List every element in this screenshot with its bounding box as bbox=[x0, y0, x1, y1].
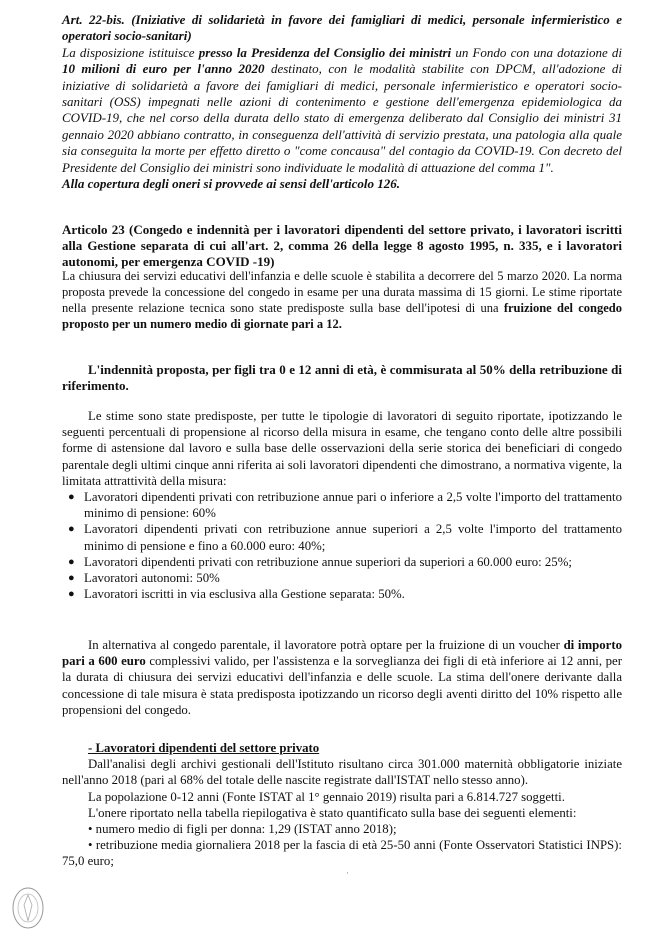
text-run-bold: fruizione del congedo proposto per un numero medio di giornate pari a 12. bbox=[62, 300, 622, 331]
indemnity-paragraph: L'indennità proposta, per figli tra 0 e 12 anni di età, è commisurata al 50% della retribuzione di riferimento. bbox=[62, 362, 622, 393]
list-item-text: Lavoratori dipendenti privati con retribuzione annue superiori da superiori a 60.000 euro: 25%; bbox=[84, 554, 572, 569]
text-run: complessivi valido, per l'assistenza e la sorveglianza dei figli di età inferiore ai 12 anni, per la durata di chiusura dei servizi educativi dell'infanzia e delle scuole. La stima dell'onere derivante dalla concessione di tale misura è stata predisposta ipotizzando un ricorso degli aventi diritto del 10% rispetto alle propensioni del congedo. bbox=[62, 654, 622, 717]
cost-basis-paragraph: L'onere riportato nella tabella riepilogativa è stato quantificato sulla base dei seguenti elementi: bbox=[88, 805, 577, 820]
text-run: In alternativa al congedo parentale, il lavoratore potrà optare per la fruizione di un voucher bbox=[88, 638, 564, 652]
list-item bbox=[62, 521, 622, 553]
article-23-body bbox=[62, 269, 622, 332]
article-23-title: Articolo 23 (Congedo e indennità per i lavoratori dipendenti del settore privato, i lavoratori iscritti alla Gestione separata di cui all'art. 2, comma 26 della legge 8 agosto 1995, n. 335, e i lavoratori autonomi, per emergenza COVID -19) bbox=[62, 222, 622, 269]
list-item bbox=[62, 586, 622, 602]
text-run-bold: 10 milioni di euro per l'anno 2020 bbox=[62, 61, 265, 77]
list-item-text: Lavoratori dipendenti privati con retribuzione annue pari o inferiore a 2,5 volte l'importo del trattamento minimo di pensione: 60% bbox=[84, 490, 622, 521]
scan-mark: · bbox=[346, 868, 349, 878]
bullet-icon: ● bbox=[68, 588, 75, 601]
article-22-bis-coverage: Alla copertura degli oneri si provvede ai sensi dell'articolo 126. bbox=[62, 176, 400, 192]
private-workers-heading: - Lavoratori dipendenti del settore privato bbox=[88, 741, 320, 755]
voucher-paragraph bbox=[62, 637, 622, 718]
bullet-icon: ● bbox=[68, 491, 75, 504]
text-run: un Fondo con una dotazione di bbox=[451, 44, 622, 60]
estimates-intro: Le stime sono state predisposte, per tutte le tipologie di lavoratori di seguito riportate, ipotizzando le seguenti percentuali di propensione al ricorso della misura in esame, che tengano conto delle altre possibili forme di astensione dal lavoro e sulla base delle osservazioni della serie storica dei beneficiari di congedo parentale degli ultimi cinque anni riferita ai soli lavoratori dipendenti che dimostrano, a normativa vigente, la limitata attrattività della misura: bbox=[62, 409, 622, 488]
element-daily-wage: • retribuzione media giornaliera 2018 per la fascia di età 25-50 anni (Fonte Osservatori Statistici INPS): 75,0 euro; bbox=[62, 838, 622, 869]
article-22-bis-body bbox=[62, 45, 622, 176]
list-item-text: Lavoratori dipendenti privati con retribuzione annue superiori a 2,5 volte l'importo del trattamento minimo di pensione e fino a 60.000 euro: 40%; bbox=[84, 522, 622, 553]
text-run-bold: presso la Presidenza del Consiglio dei ministri bbox=[198, 44, 452, 60]
text-run: La chiusura dei servizi educativi dell'infanzia e delle scuole è stabilita a decorrere del 5 marzo 2020. La norma proposta prevede la concessione del congedo in esame per una durata massima di 15 giorni. Le stime riportate nella presente relazione tecnica sono state predisposte sulla base dell'ipotesi di una bbox=[62, 269, 622, 315]
population-paragraph: La popolazione 0-12 anni (Fonte ISTAT al 1° gennaio 2019) risulta pari a 6.814.727 soggetti. bbox=[88, 789, 565, 804]
maternity-paragraph: Dall'analisi degli archivi gestionali dell'Istituto risultano circa 301.000 maternità obbligatorie iniziate nell'anno 2018 (pari al 68% del totale delle nascite registrate dall'ISTAT nello stesso anno). bbox=[62, 757, 622, 788]
list-item-text: Lavoratori autonomi: 50% bbox=[84, 571, 220, 586]
bullet-icon: ● bbox=[68, 555, 75, 568]
article-23-section bbox=[62, 222, 622, 333]
article-22-bis-title: Art. 22-bis. (Iniziative di solidarietà in favore dei famigliari di medici, personale infermieristico e operatori socio-sanitari) bbox=[62, 12, 622, 44]
list-item bbox=[62, 489, 622, 521]
list-item bbox=[62, 570, 622, 586]
list-item-text: Lavoratori iscritti in via esclusiva alla Gestione separata: 50%. bbox=[84, 587, 405, 602]
text-run: La disposizione istituisce bbox=[62, 44, 199, 60]
text-run-bold: di importo pari a 600 euro bbox=[62, 638, 622, 669]
estimates-section bbox=[62, 408, 622, 602]
element-children-per-woman: • numero medio di figli per donna: 1,29 (ISTAT anno 2018); bbox=[88, 822, 397, 837]
private-workers-section bbox=[62, 740, 622, 870]
emblem-seal-icon bbox=[10, 885, 46, 931]
list-item bbox=[62, 554, 622, 570]
propensity-list bbox=[62, 489, 622, 602]
article-22-bis-section bbox=[62, 12, 622, 192]
bullet-icon: ● bbox=[68, 523, 75, 536]
text-run: destinato, con le modalità stabilite con DPCM, all'adozione di iniziative di solidarietà a favore dei famigliari di medici, personale infermieristico e operatori socio-sanitari (OSS) impegnati nelle azioni di contenimento e gestione dell'emergenza epidemiologica da COVID-19, che nel corso della durata dello stato di emergenza deliberato dal Consiglio dei ministri 31 gennaio 2020 abbiano contratto, in conseguenza dell'attività di servizio prestata, una patologia alla quale sia conseguita la morte per effetto diretto o "come concausa" del contagio da COVID-19. Con decreto del Presidente del Consiglio dei ministri sono individuate le modalità di attuazione del comma 1". bbox=[62, 61, 622, 175]
bullet-icon: ● bbox=[68, 572, 75, 585]
